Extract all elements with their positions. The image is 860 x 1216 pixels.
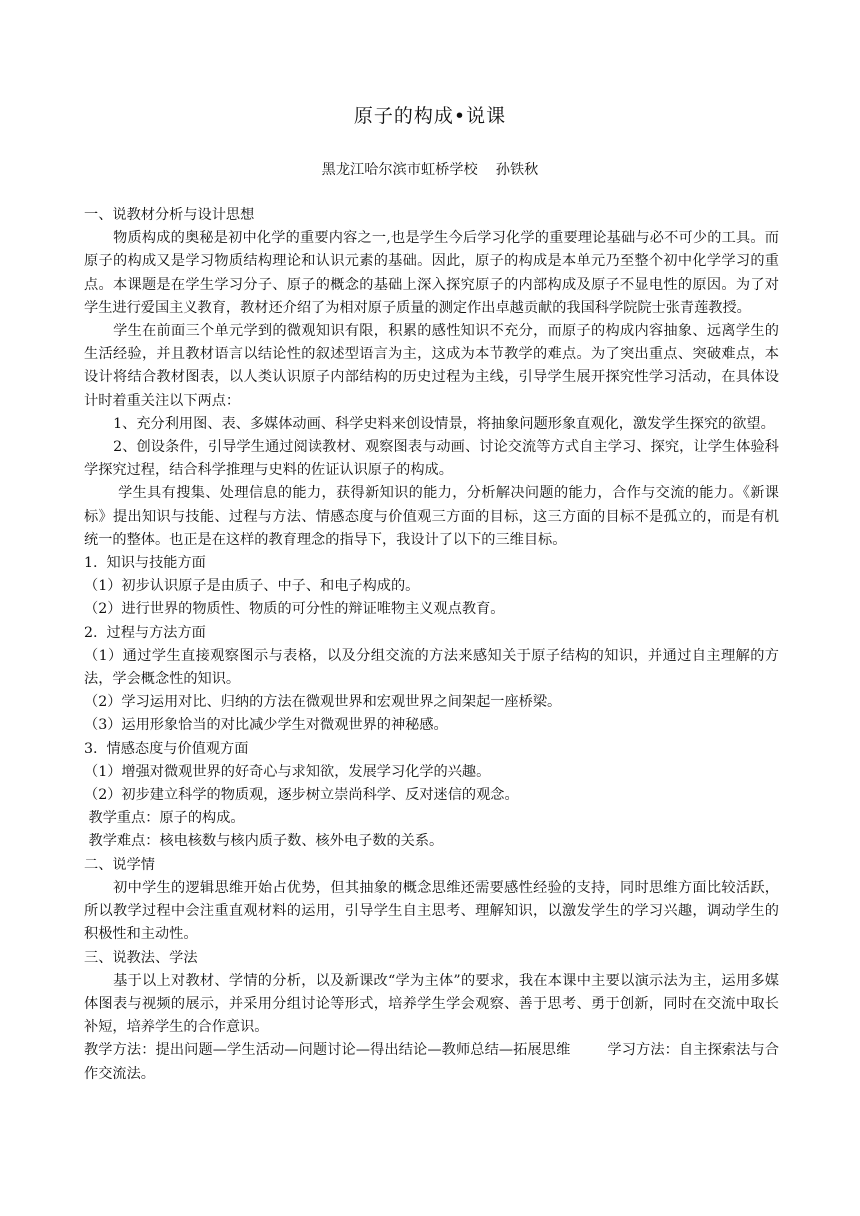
section-heading-1: 一、说教材分析与设计思想 (84, 207, 255, 223)
list-item: 2、创设条件，引导学生通过阅读教材、观察图表与动画、讨论交流等方式自主学习、探究，让学生体验科学探究过程，结合科学推理与史料的佐证认识原子的构成。 (84, 439, 779, 479)
list-item: 1、充分利用图、表、多媒体动画、科学史料来创设情景，将抽象问题形象直观化，激发学生探究的欲望。 (113, 415, 775, 432)
goal-item: （2）学习运用对比、归纳的方法在微观世界和宏观世界之间架起一座桥梁。 (84, 694, 562, 711)
methods-paragraph: 教学方法：提出问题—学生活动—问题讨论—得出结论—教师总结—拓展思维 学习方法：自主探索法与合作交流法。 (84, 1042, 779, 1082)
section-heading-2: 二、说学情 (84, 856, 155, 873)
section-heading-3: 三、说教法、学法 (84, 949, 198, 966)
goal-heading: 2. 过程与方法方面 (84, 624, 206, 641)
goal-item: （2）进行世界的物质性、物质的可分性的辩证唯物主义观点教育。 (84, 601, 505, 618)
key-point: 教学重点：原子的构成。 (84, 810, 245, 827)
goal-heading: 1. 知识与技能方面 (84, 555, 206, 572)
paragraph: 初中学生的逻辑思维开始占优势，但其抽象的概念思维还需要感性经验的支持，同时思维方面比较活跃，所以教学过程中会注重直观材料的运用，引导学生自主思考、理解知识，以激发学生的学习兴趣，调动学生的积极性和主动性。 (84, 879, 779, 943)
document-body (84, 204, 779, 1086)
goal-heading: 3. 情感态度与价值观方面 (84, 740, 249, 757)
difficult-point: 教学难点：核电核数与核内质子数、核外电子数的关系。 (84, 833, 444, 850)
goal-item: （1）通过学生直接观察图示与表格，以及分组交流的方法来感知关于原子结构的知识，并通过自主理解的方法，学会概念性的知识。 (84, 647, 779, 688)
paragraph: 基于以上对教材、学情的分析，以及新课改“学为主体”的要求，我在本课中主要以演示法为主，运用多媒体图表与视频的展示，并采用分组讨论等形式，培养学生学会观察、善于思考、勇于创新，同时在交流中取长补短，培养学生的合作意识。 (84, 972, 779, 1036)
paragraph: 物质构成的奥秘是初中化学的重要内容之一,也是学生今后学习化学的重要理论基础与必不可少的工具。而原子的构成又是学习物质结构理论和认识元素的基础。因此，原子的构成是本单元乃至整个初中化学学习的重点。本课题是在学生学习分子、原子的概念的基础上深入探究原子的内部构成及原子不显电性的原因。为了对学生进行爱国主义教育，教材还介绍了为相对原子质量的测定作出卓越贡献的我国科学院院士张青莲教授。 (84, 230, 779, 316)
document-title: 原子的构成•说课 (353, 105, 507, 127)
goal-item: （3）运用形象恰当的对比减少学生对微观世界的神秘感。 (84, 717, 448, 734)
document-author: 黑龙江哈尔滨市虹桥学校 孙铁秋 (321, 162, 539, 178)
paragraph: 学生具有搜集、处理信息的能力，获得新知识的能力，分析解决问题的能力，合作与交流的能力。《新课标》提出知识与技能、过程与方法、情感态度与价值观三方面的目标，这三方面的目标不是孤立的，而是有机统一的整体。也正是在这样的教育理念的指导下，我设计了以下的三维目标。 (84, 485, 779, 548)
goal-item: （1）初步认识原子是由质子、中子、和电子构成的。 (84, 578, 420, 595)
goal-item: （1）增强对微观世界的好奇心与求知欲，发展学习化学的兴趣。 (84, 763, 491, 780)
goal-item: （2）初步建立科学的物质观，逐步树立崇尚科学、反对迷信的观念。 (84, 787, 519, 804)
paragraph: 学生在前面三个单元学到的微观知识有限，积累的感性知识不充分，而原子的构成内容抽象、远离学生的生活经验，并且教材语言以结论性的叙述型语言为主，这成为本节教学的难点。为了突出重点、突破难点，本设计将结合教材图表，以人类认识原子内部结构的历史过程为主线，引导学生展开探究性学习活动，在具体设计时着重关注以下两点： (84, 323, 779, 409)
